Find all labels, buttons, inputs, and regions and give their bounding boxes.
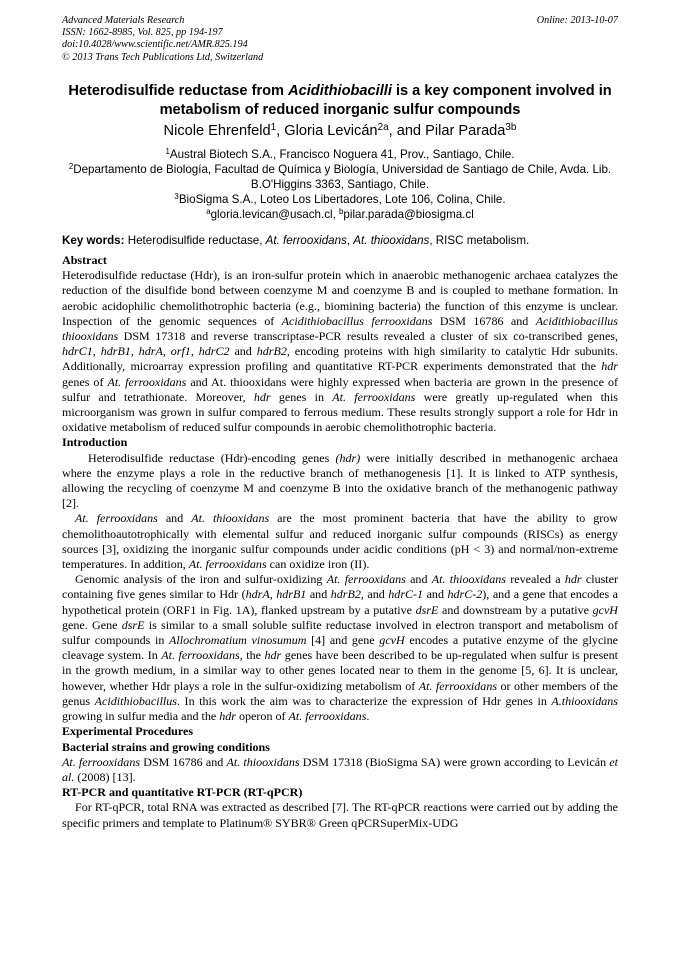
rtpcr-subheading: RT-PCR and quantitative RT-PCR (RT-qPCR) xyxy=(62,785,303,800)
author-name: Pilar Parada xyxy=(425,123,506,139)
paper-title: Heterodisulfide reductase from Acidithiobacilli is a key component involved in metabolism of reduced inorganic sulfur compounds xyxy=(68,83,612,118)
affiliation-1: $^1$Austral Biotech S.A., Francisco Noguera 41, Prov., Santiago, Chile. xyxy=(165,147,515,161)
affiliations xyxy=(62,147,618,222)
experimental-heading: Experimental Procedures xyxy=(62,724,194,739)
introduction-heading: Introduction xyxy=(62,435,128,450)
journal-issn: ISSN: 1662-8985, Vol. 825, pp 194-197 xyxy=(62,27,223,39)
author-list: Nicole Ehrenfeld$^1$, Gloria Levicán$^{2a}$, and Pilar Parada$^{3b}$ xyxy=(163,122,517,139)
intro-paragraph-1: Heterodisulfide reductase (Hdr)-encoding genes (hdr) were initially described in methanogenic archaea where the enzyme plays a role in the reductive branch of methanogenesis [1]. It is linked to ATP synthesis, allowing the recycling of coenzyme M and coenzyme B into the oxidative branch of the methanogenic pathway [2]. xyxy=(62,450,618,511)
affiliation-2: $^2$Departamento de Biología, Facultad de Química y Biología, Universidad de Santiago de Chile, Avda. Lib. B.O'Higgins 3363, Santiago, Chile. xyxy=(68,162,612,191)
strains-paragraph: At. ferrooxidans DSM 16786 and At. thiooxidans DSM 17318 (BioSigma SA) were grown according to Levicán et al. (2008) [13]. xyxy=(62,754,618,784)
email-link[interactable]: pilar.parada@biosigma.cl xyxy=(343,208,474,221)
intro-paragraph-2: At. ferrooxidans and At. thiooxidans are the most prominent bacteria that have the ability to grow chemolithoautotrophically with elemental sulfur and reduced inorganic sulfur compounds (RISCs) as energy sources [3], oxidizing the inorganic sulfur compounds under acidic conditions (pH < 3) and normal/non-extreme temperatures. In addition, At. ferrooxidans can oxidize iron (II). xyxy=(62,511,619,572)
affiliation-3: $^3$BioSigma S.A., Loteo Los Libertadores, Lote 106, Colina, Chile. xyxy=(174,192,506,206)
intro-paragraph-3: Genomic analysis of the iron and sulfur-oxidizing At. ferrooxidans and At. thiooxidans revealed a hdr cluster containing five genes similar to Hdr (hdrA, hdrB1 and hdrB2, and hdrC-1 and hdrC-2), and a gene that encodes a hypothetical protein (ORF1 in Fig. 1A), flanked upstream by a putative dsrE and downstream by a putative gcvH gene. Gene dsrE is similar to a small soluble sulfite reductase involved in electron transport and metabolism of sulfur compounds in Allochromatium vinosumum [4] and gene gcvH encodes a putative enzyme of the glycine cleavage system. In At. ferrooxidans, the hdr genes have been described to be up-regulated when sulfur is present in the growth medium, in a similar way to other genes located near to them in the genome [5, 6]. It is unclear, however, whether Hdr plays a role in the sulfur-oxidizing metabolism of At. ferrooxidans or other members of the genus Acidithiobacillus. In this work the aim was to characterize the expression of Hdr genes in A.thiooxidans growing in sulfur media and the hdr operon of At. ferrooxidans. xyxy=(62,572,619,724)
strains-subheading: Bacterial strains and growing conditions xyxy=(62,739,270,754)
author-name: Gloria Levicán xyxy=(284,123,378,139)
keywords: Key words: Heterodisulfide reductase, At. ferrooxidans, At. thiooxidans, RISC metabolism. xyxy=(62,234,530,247)
author-emails: $^a$gloria.levican@usach.cl, $^b$pilar.parada@biosigma.cl xyxy=(206,207,474,221)
email-link[interactable]: gloria.levican@usach.cl, xyxy=(210,208,340,221)
abstract-heading: Abstract xyxy=(62,253,107,267)
online-date: Online: 2013-10-07 xyxy=(536,15,618,26)
journal-copyright: © 2013 Trans Tech Publications Ltd, Switzerland xyxy=(62,51,264,63)
abstract-text: Heterodisulfide reductase (Hdr), is an iron-sulfur protein which in anaerobic methanogenic archaea catalyzes the reduction of the disulfide bond between coenzyme M and coenzyme B and is coupled to methane formation. In aerobic acidophilic chemolithotrophic bacteria (e.g., biomining bacteria) the function of this enzyme is unclear. Inspection of the genomic sequences of Acidithiobacillus ferrooxidans DSM 16786 and Acidithiobacillus thiooxidans DSM 17318 and reverse transcriptase-PCR results revealed a cluster of six co-transcribed genes, hdrC1, hdrB1, hdrA, orf1, hdrC2 and hdrB2, encoding proteins with high similarity to catalytic Hdr subunits. Additionally, microarray expression profiling and quantitative RT-PCR experiments demonstrated that the hdr genes of At. ferrooxidans and At. thiooxidans were highly expressed when bacteria are grown in the presence of sulfur and tetrathionate. Moreover, hdr genes in At. ferrooxidans were greatly up-regulated when this microorganism was grown in sulfur compared to ferrous medium. These results strongly support a role for Hdr in oxidative metabolism of reduced sulfur compounds in aerobic chemolithotrophic bacteria. xyxy=(62,268,618,435)
paper-body xyxy=(62,253,618,831)
journal-name: Advanced Materials Research xyxy=(62,15,185,26)
author-name: Nicole Ehrenfeld xyxy=(163,123,271,139)
journal-doi[interactable]: doi:10.4028/www.scientific.net/AMR.825.194 xyxy=(62,39,248,51)
rtpcr-paragraph: For RT-qPCR, total RNA was extracted as described [7]. The RT-qPCR reactions were carried out by adding the specific primers and template to Platinum® SYBR® Green qPCRSuperMix-UDG xyxy=(62,800,618,830)
journal-header xyxy=(62,15,618,64)
